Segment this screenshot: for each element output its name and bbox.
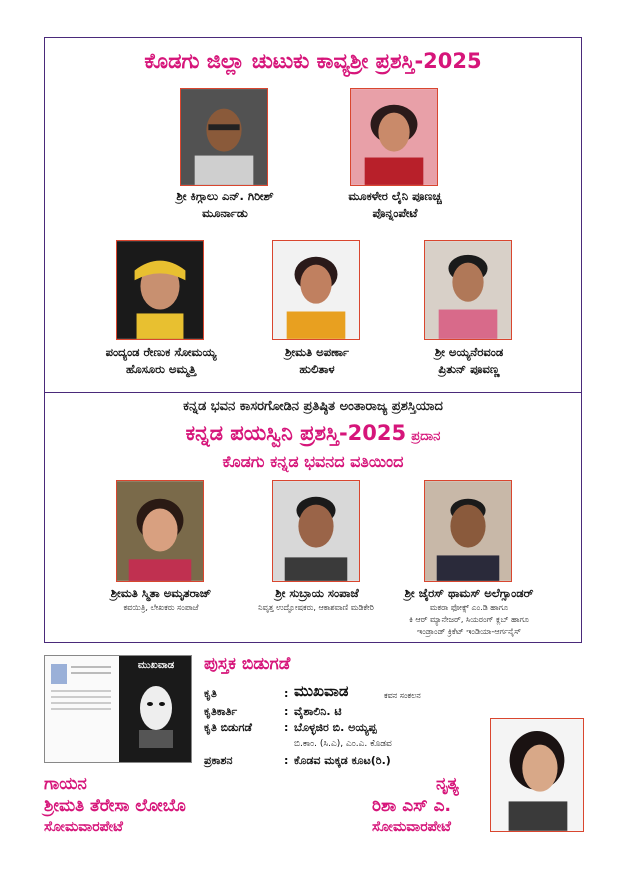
dancer-name: ರಿಶಾ ಎಸ್ ಎ. <box>372 796 451 816</box>
book-row-1-value: ಮುಖವಾಡ <box>294 682 349 700</box>
book-cover-title: ಮುಖವಾಡ <box>137 660 175 671</box>
mask-icon <box>133 678 179 748</box>
singer-place: ಸೋಮವಾರಪೇಟೆ <box>44 819 123 835</box>
award2-recipient-3-name: ಶ್ರೀ ಜೈರಸ್ ಥಾಮಸ್ ಅಲೆಗ್ಸಾಂಡರ್ <box>404 586 534 600</box>
book-back-cover <box>45 656 119 763</box>
singer-heading: ಗಾಯನ <box>44 774 87 794</box>
photo-aparna <box>272 240 360 340</box>
book-row-3-label: ಕೃತಿ ಬಿಡುಗಡೆ <box>204 721 252 734</box>
photo-risha <box>490 718 584 832</box>
author-photo <box>51 664 67 684</box>
award2-intro: ಕನ್ನಡ ಭವನ ಕಾಸರಗೋಡಿನ ಪ್ರತಿಷ್ಠಿತ ಅಂತಾರಾಜ್ಯ ಪ್ರಶಸ್ತಿಯಾದ <box>183 399 443 414</box>
section-divider <box>44 392 582 393</box>
photo-renuka <box>116 240 204 340</box>
photo-pritun <box>424 240 512 340</box>
photo-smitha <box>116 480 204 582</box>
award2-suffix: ಪ್ರದಾನ <box>411 429 441 444</box>
book-row-1-label: ಕೃತಿ <box>204 687 217 700</box>
book-release-heading: ಪುಸ್ತಕ ಬಿಡುಗಡೆ <box>204 654 291 674</box>
awardee-5-name: ಶ್ರೀ ಅಯ್ಯನೆರವಂಡ <box>434 345 504 359</box>
singer-name: ಶ್ರೀಮತಿ ತೆರೇಸಾ ಲೋಬೊ <box>44 796 186 816</box>
dancer-place: ಸೋಮವಾರಪೇಟೆ <box>372 819 451 835</box>
book-row-1-colon: : <box>284 687 289 700</box>
photo-jairus <box>424 480 512 582</box>
award2-recipient-3-detail-2: ಕಿ ಆರ್ ಮ್ಯಾನೇಜರ್, ಸಿಯರಂಗ್ ಕ್ಲಬ್ ಹಾಗೂ <box>409 615 529 624</box>
book-front-cover <box>119 656 192 763</box>
awardee-3-place: ಹೊಸೂರು ಅಮ್ಮತ್ತಿ <box>125 362 197 376</box>
award2-recipient-3-detail-3: ಇಂಡ್ರಾಂಡ್ ಕ್ರಿಕೆಟ್ ಇಂಡಿಯಾ-ಆರ್ಗನೈಸ್ <box>417 627 521 636</box>
awardee-2-name: ಮೂಕಳೇರ ಲೈನಿ ಪೂಣಚ್ಚ <box>348 189 442 203</box>
photo-subraya <box>272 480 360 582</box>
book-row-5-label: ಪ್ರಕಾಶನ <box>204 754 233 767</box>
book-row-3-colon: : <box>284 721 289 734</box>
awardee-4-name: ಶ್ರೀಮತಿ ಅಪರ್ಣಾ <box>284 345 350 359</box>
photo-laini <box>350 88 438 186</box>
award2-recipient-3-detail-1: ಮಕರಾ ಫೋಕ್ಸ್ ಎಂ.ಡಿ ಹಾಗೂ <box>429 603 509 612</box>
awardee-1-place: ಮೂರ್ನಾಡು <box>202 206 248 220</box>
award2-title-line <box>44 418 582 452</box>
awardee-5-place: ಪ್ರಿತುನ್ ಪೂವಣ್ಣ <box>438 362 500 376</box>
awardee-1-name: ಶ್ರೀ ಕಿಗ್ಗಾಲು ಎನ್. ಗಿರೀಶ್ <box>176 189 274 203</box>
book-row-2-value: ವೈಶಾಲಿನಿ. ಟಿ <box>294 705 342 718</box>
photo-girish <box>180 88 268 186</box>
award2-recipient-1-detail: ಕವಯಿತ್ರಿ, ಲೇಖಕರು ಸಂಪಾಜೆ <box>123 603 199 612</box>
book-row-5-value: ಕೊಡವ ಮಕ್ಕಡ ಕೂಟ(ರಿ.) <box>294 754 391 767</box>
awardee-2-place: ಪೊನ್ನಂಪೇಟೆ <box>372 206 418 220</box>
award2-recipient-2-name: ಶ್ರೀ ಸುಬ್ರಾಯ ಸಂಪಾಜೆ <box>275 586 359 600</box>
book-row-5-colon: : <box>284 754 289 767</box>
book-row-3-value: ಬೊಳ್ಳಜಿರ ಬಿ. ಅಯ್ಯಪ್ಪ <box>294 721 377 734</box>
award2-recipient-1-name: ಶ್ರೀಮತಿ ಸ್ಮಿತಾ ಅಮೃತರಾಜ್ <box>110 586 212 600</box>
page-title: ಕೊಡಗು ಜಿಲ್ಲಾ ಚುಟುಕು ಕಾವ್ಯಶ್ರೀ ಪ್ರಶಸ್ತಿ-2025 <box>144 49 482 73</box>
book-cover <box>44 655 192 763</box>
book-row-2-label: ಕೃತಿಕಾರ್ತಿ <box>204 705 238 718</box>
award2-by: ಕೊಡಗು ಕನ್ನಡ ಭವನದ ವತಿಯಿಂದ <box>222 452 404 471</box>
awardee-4-place: ಹುಲಿತಾಳ <box>299 362 335 376</box>
book-row-2-colon: : <box>284 705 289 718</box>
award2-recipient-2-detail: ನಿವೃತ್ತ ಉದ್ಘೋಷಕರು, ಆಕಾಶವಾಣಿ ಮಡಿಕೇರಿ <box>258 603 374 612</box>
dancer-heading: ನೃತ್ಯ <box>436 774 459 794</box>
award2-title: ಕನ್ನಡ ಪಯಸ್ವಿನಿ ಪ್ರಶಸ್ತಿ-2025 <box>185 421 407 445</box>
book-row-1-extra: ಕವನ ಸಂಕಲನ <box>384 691 421 700</box>
book-row-4-value: ಬಿ.ಕಾಂ. (ಸಿ.ಎ), ಎಂ.ಎ. ಕೊಡವ <box>294 739 392 749</box>
awardee-3-name: ಪಂದ್ಯಂಡ ರೇಣುಕ ಸೋಮಯ್ಯ <box>105 345 217 359</box>
